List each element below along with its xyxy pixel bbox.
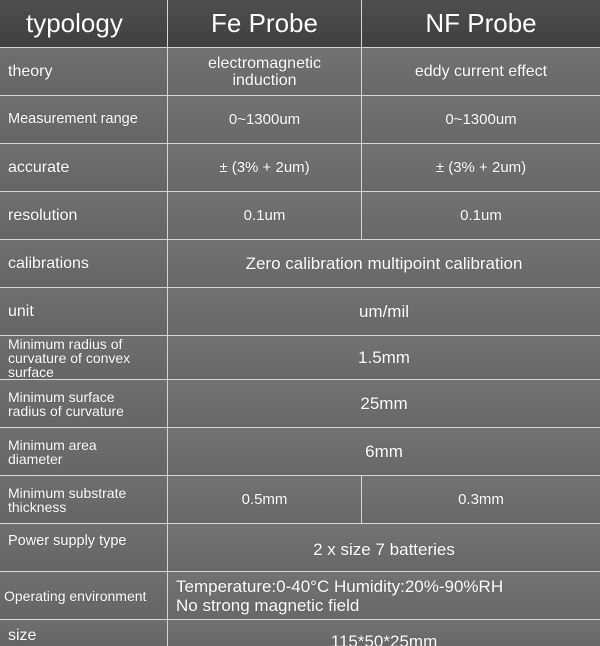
header-row	[0, 0, 600, 48]
table-row	[0, 336, 600, 380]
shared-value: 1.5mm	[168, 336, 600, 379]
fe-value: ± (3% + 2um)	[168, 144, 362, 191]
row-label: Power supply type	[0, 524, 168, 571]
fe-value-line: induction	[232, 71, 297, 89]
nf-value: ± (3% + 2um)	[362, 144, 600, 191]
shared-value: 2 x size 7 batteries	[168, 524, 600, 571]
table-row	[0, 96, 600, 144]
row-label-line: Minimum area	[8, 436, 97, 453]
row-label-line: diameter	[8, 450, 63, 467]
row-label-line: Minimum substrate	[8, 484, 127, 501]
table-row	[0, 620, 600, 646]
row-label-line: Minimum radius of	[8, 336, 123, 352]
row-label	[0, 476, 168, 523]
table-row	[0, 192, 600, 240]
row-label: Measurement range	[0, 96, 168, 143]
table-row	[0, 428, 600, 476]
shared-value: 6mm	[168, 428, 600, 475]
row-label-line: radius of curvature	[8, 402, 124, 419]
row-label: size	[0, 620, 168, 646]
fe-value: 0.5mm	[168, 476, 362, 523]
row-label-line: thickness	[8, 498, 67, 515]
fe-value-line: electromagnetic	[208, 54, 321, 72]
row-label	[0, 336, 168, 379]
row-label-line: Minimum surface	[8, 388, 115, 405]
table-row	[0, 572, 600, 620]
row-label	[0, 428, 168, 475]
fe-value: 0~1300um	[168, 96, 362, 143]
row-label: theory	[0, 48, 168, 95]
row-label: Operating environment	[0, 572, 168, 619]
env-line: Temperature:0-40°C Humidity:20%-90%RH	[176, 576, 504, 596]
fe-value: 0.1um	[168, 192, 362, 239]
row-label: accurate	[0, 144, 168, 191]
shared-value: Zero calibration multipoint calibration	[168, 240, 600, 287]
nf-value: eddy current effect	[362, 48, 600, 95]
shared-value: 25mm	[168, 380, 600, 427]
table-row	[0, 48, 600, 96]
row-label: resolution	[0, 192, 168, 239]
fe-value	[168, 48, 362, 95]
table-row	[0, 288, 600, 336]
table-row	[0, 476, 600, 524]
table-row	[0, 240, 600, 288]
row-label-line: surface	[8, 363, 54, 379]
shared-value: um/mil	[168, 288, 600, 335]
env-line: No strong magnetic field	[176, 595, 360, 615]
row-label: calibrations	[0, 240, 168, 287]
table-row	[0, 380, 600, 428]
row-label-line: curvature of convex	[8, 349, 131, 366]
nf-value: 0~1300um	[362, 96, 600, 143]
shared-value: 115*50*25mm	[168, 620, 600, 646]
shared-value	[168, 572, 600, 619]
row-label	[0, 380, 168, 427]
nf-value: 0.1um	[362, 192, 600, 239]
row-label: unit	[0, 288, 168, 335]
header-nf-probe: NF Probe	[362, 0, 600, 47]
table-row	[0, 144, 600, 192]
header-fe-probe: Fe Probe	[168, 0, 362, 47]
nf-value: 0.3mm	[362, 476, 600, 523]
table-row	[0, 524, 600, 572]
header-label: typology	[0, 0, 168, 47]
